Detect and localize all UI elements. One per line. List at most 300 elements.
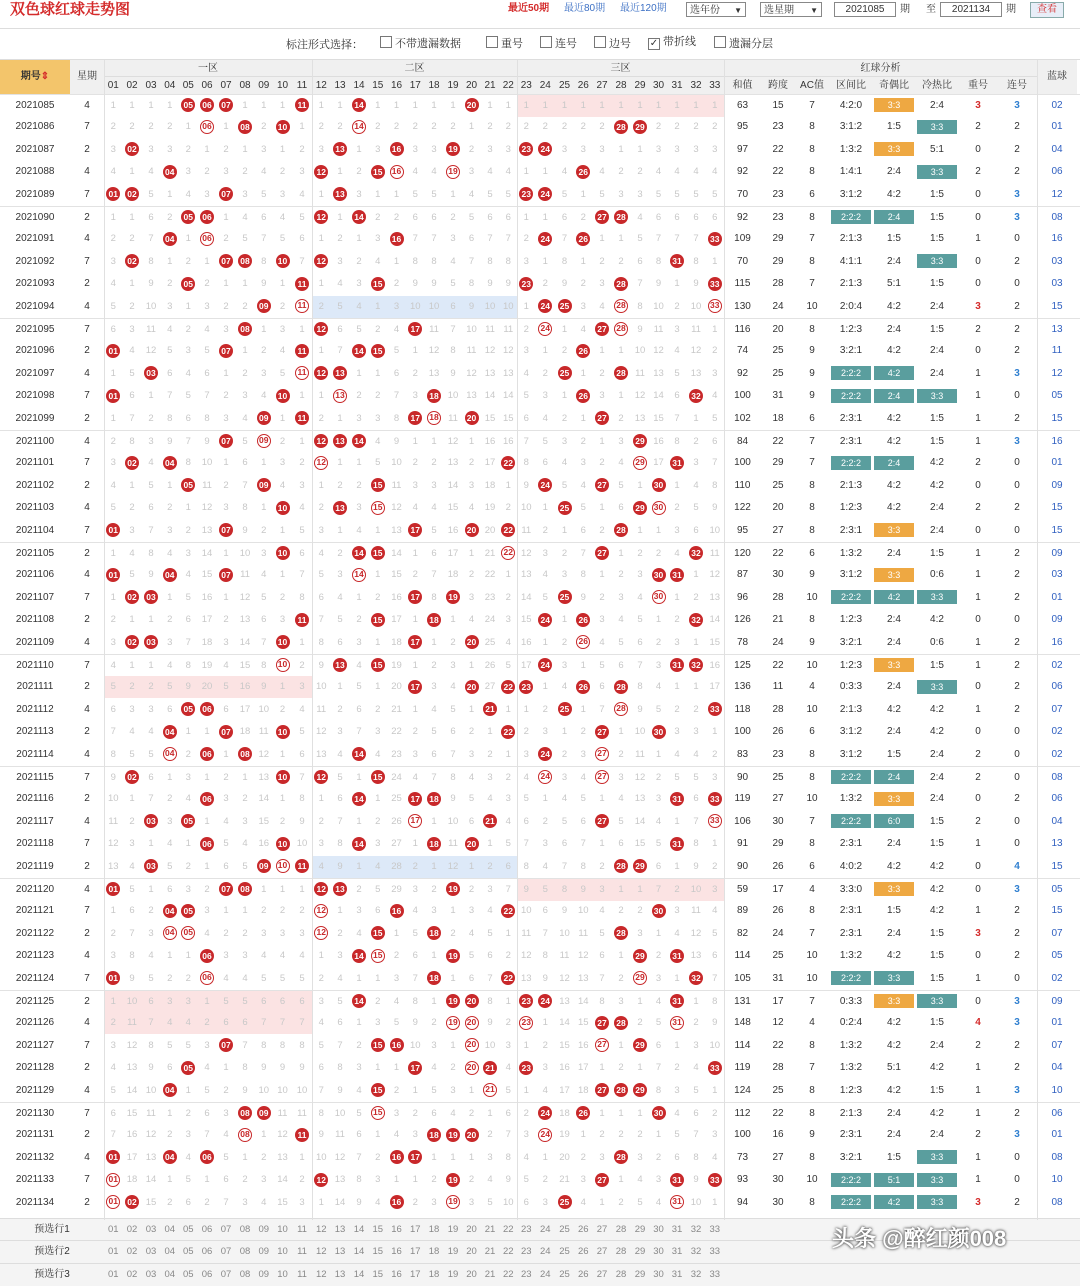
number-cell: 8	[318, 1108, 324, 1119]
preselect-number[interactable]: 15	[372, 1224, 384, 1235]
number-cell: 2	[185, 255, 191, 267]
red-ball: 05	[181, 277, 195, 291]
preselect-number[interactable]: 24	[539, 1268, 551, 1280]
to-issue-input[interactable]: 2021134	[940, 2, 1002, 17]
preselect-number[interactable]: 25	[559, 1246, 570, 1258]
number-cell: 4	[655, 681, 662, 693]
analysis-cell-sum: 91	[736, 838, 749, 850]
analysis-cell-con: 3	[1014, 1084, 1020, 1096]
number-cell: 1	[242, 772, 248, 783]
number-cell: 3	[580, 748, 586, 760]
ratio-badge: 2:2:2	[831, 210, 871, 224]
number-cell	[350, 788, 369, 810]
number-cell: 10	[409, 300, 421, 312]
number-cell: 1	[674, 860, 680, 872]
number-cell: 2	[542, 1039, 548, 1051]
analysis-cell-ac: 7	[809, 1062, 815, 1074]
option-edge[interactable]	[594, 36, 631, 51]
preselect-number[interactable]: 11	[297, 1224, 307, 1235]
number-cell: 5	[505, 660, 511, 671]
number-cell: 2	[204, 1196, 210, 1208]
preselect-number[interactable]: 31	[671, 1268, 683, 1280]
checkbox[interactable]	[594, 36, 606, 48]
number-cell: 1	[468, 1151, 475, 1163]
red-ball: 21	[483, 702, 497, 716]
checkbox[interactable]	[714, 36, 726, 48]
ratio-badge: 2:2:2	[831, 1173, 871, 1187]
preselect-number[interactable]: 33	[709, 1268, 721, 1280]
preselect-number[interactable]: 30	[653, 1224, 664, 1235]
year-select[interactable]	[686, 2, 746, 17]
preselect-number[interactable]: 06	[201, 1246, 213, 1258]
number-cell: 2	[337, 703, 343, 715]
number-cell: 7	[299, 1017, 305, 1029]
checkbox[interactable]	[540, 36, 552, 48]
number-cell: 2	[204, 1017, 210, 1029]
number-cell: 11	[521, 927, 532, 939]
number-cell	[668, 655, 687, 677]
weekday-cell: 7	[84, 255, 90, 267]
preselect-number[interactable]: 03	[145, 1224, 157, 1235]
preselect-number[interactable]: 12	[315, 1268, 327, 1280]
number-cell: 10	[520, 502, 532, 514]
preselect-number[interactable]: 25	[559, 1268, 570, 1280]
preselect-number[interactable]: 03	[145, 1246, 157, 1258]
preselect-number[interactable]: 23	[520, 1246, 532, 1258]
number-cell: 2	[693, 1017, 699, 1029]
number-cell: 3	[655, 660, 662, 671]
analysis-cell-oe: 2:4	[887, 927, 901, 939]
ratio-badge: 3:3	[917, 120, 957, 134]
preselect-number[interactable]: 30	[653, 1268, 664, 1280]
red-ball: 16	[390, 1038, 404, 1052]
issue-cell: 2021126	[15, 1017, 55, 1029]
preselect-number[interactable]: 04	[164, 1268, 176, 1280]
option-consecutive[interactable]	[540, 36, 577, 51]
preselect-number[interactable]: 08	[239, 1268, 251, 1280]
analysis-cell-con: 0	[1014, 390, 1020, 402]
preselect-number[interactable]: 28	[615, 1268, 627, 1280]
preselect-number[interactable]: 23	[520, 1268, 532, 1280]
preselect-number[interactable]: 28	[615, 1246, 627, 1258]
preselect-number[interactable]: 29	[634, 1268, 646, 1280]
preselect-number[interactable]: 21	[484, 1224, 496, 1235]
number-cell: 1	[242, 345, 248, 357]
number-cell: 2	[148, 412, 154, 424]
number-column-header: 11	[292, 77, 312, 94]
analysis-cell-hc: 2:4	[930, 100, 944, 111]
option-polyline[interactable]	[648, 36, 696, 50]
number-column-header: 18	[425, 77, 444, 94]
number-cell: 6	[148, 772, 154, 783]
preselect-number[interactable]: 19	[447, 1268, 459, 1280]
number-cell	[406, 811, 425, 833]
preselect-number[interactable]: 32	[690, 1224, 702, 1235]
blue-ball-cell: 05	[1051, 884, 1063, 895]
preselect-number[interactable]: 28	[615, 1224, 627, 1235]
number-cell	[517, 676, 536, 698]
number-cell: 4	[580, 479, 586, 491]
preselect-number[interactable]: 12	[315, 1246, 327, 1258]
analysis-cell-zone	[829, 968, 873, 990]
red-ball: 14	[352, 837, 366, 851]
red-ball: 21	[483, 1083, 497, 1097]
preselect-number[interactable]: 08	[239, 1224, 251, 1235]
preselect-number[interactable]: 13	[334, 1268, 346, 1280]
number-cell: 1	[129, 212, 135, 223]
number-cell: 1	[110, 591, 116, 603]
ratio-badge: 4:2	[874, 1195, 914, 1209]
analysis-cell-sum: 105	[734, 972, 751, 984]
number-cell: 2	[242, 1174, 248, 1186]
preselect-number[interactable]: 27	[596, 1246, 608, 1258]
preselect-number[interactable]: 05	[182, 1224, 194, 1235]
red-ball: 24	[538, 142, 552, 156]
weekday-cell: 2	[84, 681, 90, 693]
number-cell	[312, 923, 331, 945]
preselect-number[interactable]: 02	[126, 1268, 138, 1280]
number-cell: 15	[277, 1196, 288, 1208]
number-cell: 3	[223, 1108, 229, 1119]
preselect-number[interactable]: 15	[372, 1246, 384, 1258]
number-column-header: 24	[536, 77, 556, 94]
number-cell: 8	[261, 660, 267, 671]
weekday-cell: 7	[84, 772, 90, 783]
preselect-number[interactable]: 22	[502, 1268, 514, 1280]
preselect-number[interactable]: 26	[577, 1224, 589, 1235]
number-cell: 1	[431, 950, 437, 962]
number-cell	[179, 1057, 198, 1079]
number-cell: 10	[577, 905, 589, 917]
number-cell: 14	[520, 591, 532, 603]
preselect-number[interactable]: 23	[520, 1224, 532, 1235]
number-cell: 4	[129, 548, 135, 559]
number-cell: 6	[318, 591, 324, 603]
preselect-number[interactable]: 11	[297, 1268, 307, 1280]
preselect-number[interactable]: 32	[690, 1246, 702, 1258]
preselect-number[interactable]: 13	[334, 1224, 346, 1235]
number-cell: 11	[297, 1108, 307, 1119]
analysis-cell-span: 26	[772, 726, 784, 738]
preselect-number[interactable]: 05	[182, 1268, 194, 1280]
blue-ball-cell: 05	[1051, 950, 1063, 962]
preselect-number[interactable]: 22	[502, 1224, 514, 1235]
preselect-number[interactable]: 15	[372, 1268, 384, 1280]
preselect-number[interactable]: 16	[391, 1246, 402, 1258]
number-cell: 8	[431, 591, 437, 603]
analysis-cell-rep: 0	[975, 188, 981, 200]
number-cell: 1	[375, 793, 381, 805]
preselect-number[interactable]: 02	[126, 1224, 138, 1235]
preselect-number[interactable]: 06	[201, 1268, 213, 1280]
number-cell: 2	[204, 884, 210, 895]
preselect-number[interactable]: 20	[466, 1268, 477, 1280]
number-cell: 6	[618, 660, 624, 671]
number-cell	[179, 900, 198, 922]
range-80-link[interactable]: 最近80期	[564, 3, 606, 14]
preselect-number[interactable]: 08	[239, 1246, 251, 1258]
preselect-number[interactable]: 09	[258, 1268, 270, 1280]
number-cell: 7	[431, 569, 437, 581]
ratio-badge: 5:1	[874, 1173, 914, 1187]
analysis-cell-zone: 3:1:2	[839, 569, 863, 581]
analysis-cell-rep: 2	[975, 815, 981, 827]
number-cell: 8	[110, 748, 116, 760]
number-cell: 5	[655, 703, 662, 715]
preselect-number[interactable]: 05	[182, 1246, 194, 1258]
number-cell: 10	[634, 345, 646, 357]
preselect-number[interactable]: 07	[220, 1224, 232, 1235]
preselect-number[interactable]: 31	[671, 1224, 683, 1235]
number-cell: 5	[505, 838, 511, 850]
number-cell	[668, 1012, 687, 1034]
preselect-number[interactable]: 18	[428, 1224, 440, 1235]
preselect-number[interactable]: 16	[391, 1268, 402, 1280]
number-cell	[217, 431, 236, 453]
preselect-number[interactable]: 09	[258, 1246, 270, 1258]
number-cell: 8	[505, 255, 511, 267]
number-cell: 3	[299, 166, 305, 178]
preselect-number[interactable]: 20	[466, 1246, 477, 1258]
preselect-number[interactable]: 10	[277, 1268, 288, 1280]
analysis-cell-hc	[915, 116, 959, 138]
number-cell: 13	[690, 950, 702, 962]
checkbox[interactable]	[486, 36, 498, 48]
red-ball: 10	[276, 837, 290, 851]
number-cell: 3	[580, 457, 586, 469]
number-cell: 8	[299, 591, 305, 603]
red-ball: 08	[238, 120, 252, 134]
view-button[interactable]: 查看	[1030, 2, 1064, 18]
weekday-select[interactable]	[760, 2, 822, 17]
number-cell	[631, 856, 650, 878]
number-cell: 2	[375, 1151, 381, 1163]
preselect-number[interactable]: 17	[409, 1246, 421, 1258]
range-120-link[interactable]: 最近120期	[620, 3, 667, 14]
option-layer[interactable]	[714, 36, 773, 51]
preselect-number[interactable]: 10	[277, 1224, 288, 1235]
number-cell: 1	[618, 1039, 624, 1051]
option-repeat[interactable]	[486, 36, 523, 51]
number-cell: 4	[167, 1017, 173, 1029]
checkbox[interactable]	[380, 36, 392, 48]
ratio-badge: 2:2:2	[831, 590, 871, 604]
number-cell: 2	[431, 660, 437, 671]
number-cell: 3	[242, 1196, 248, 1208]
number-cell: 12	[634, 772, 646, 783]
preselect-number[interactable]: 01	[107, 1246, 119, 1258]
number-cell: 2	[618, 1129, 624, 1141]
number-cell	[161, 721, 180, 743]
divider	[724, 60, 725, 1220]
preselect-number[interactable]: 21	[484, 1268, 496, 1280]
red-ball: 31	[670, 456, 684, 470]
preselect-number[interactable]: 18	[428, 1268, 440, 1280]
preselect-number[interactable]: 16	[391, 1224, 402, 1235]
preselect-number[interactable]: 21	[484, 1246, 496, 1258]
preselect-number[interactable]: 25	[559, 1224, 570, 1235]
analysis-cell-oe: 2:4	[887, 1129, 901, 1141]
analysis-cell-rep: 2	[975, 772, 981, 783]
number-cell: 1	[712, 1084, 718, 1096]
red-ball: 04	[163, 904, 177, 918]
number-cell: 5	[242, 860, 248, 872]
preselect-number[interactable]: 22	[502, 1246, 514, 1258]
number-cell: 9	[505, 278, 511, 290]
number-cell: 3	[450, 233, 456, 245]
preselect-number[interactable]: 20	[466, 1224, 477, 1235]
preselect-number[interactable]: 03	[145, 1268, 157, 1280]
number-cell: 2	[674, 884, 680, 895]
number-cell: 3	[337, 726, 343, 738]
number-cell: 6	[450, 726, 456, 738]
number-cell: 10	[502, 1196, 514, 1208]
number-cell: 1	[167, 100, 173, 111]
red-ball: 28	[614, 523, 628, 537]
preselect-number[interactable]: 30	[653, 1246, 664, 1258]
number-cell: 1	[618, 233, 624, 245]
preselect-number[interactable]: 33	[709, 1224, 721, 1235]
preselect-number[interactable]: 19	[447, 1246, 459, 1258]
number-cell	[444, 1124, 463, 1146]
option-text: 边号	[609, 38, 631, 50]
preselect-number[interactable]: 27	[596, 1224, 608, 1235]
red-ball: 20	[465, 1128, 479, 1142]
red-ball: 17	[408, 590, 422, 604]
preselect-number[interactable]: 27	[596, 1268, 608, 1280]
number-cell	[631, 968, 650, 990]
red-ball: 06	[200, 971, 214, 985]
number-cell: 6	[261, 996, 267, 1007]
number-cell: 7	[561, 233, 568, 245]
checkbox-checked[interactable]: ✓	[649, 38, 659, 49]
number-cell	[631, 116, 650, 138]
number-cell: 1	[618, 100, 624, 111]
preselect-number[interactable]: 32	[690, 1268, 702, 1280]
analysis-cell-span: 29	[772, 838, 784, 850]
preselect-number[interactable]: 26	[577, 1268, 589, 1280]
number-cell: 4	[693, 748, 699, 760]
preselect-number[interactable]: 29	[634, 1224, 646, 1235]
number-cell: 4	[110, 660, 116, 671]
preselect-number[interactable]: 29	[634, 1246, 646, 1258]
preselect-row[interactable]	[0, 1263, 1080, 1286]
preselect-number[interactable]: 17	[409, 1268, 421, 1280]
number-cell: 1	[375, 188, 381, 200]
preselect-number[interactable]: 14	[353, 1268, 365, 1280]
preselect-number[interactable]: 18	[428, 1246, 440, 1258]
zone3-header: 三区	[517, 60, 724, 77]
preselect-number[interactable]: 24	[539, 1224, 551, 1235]
weekday-cell: 4	[84, 1151, 90, 1163]
red-ball: 19	[446, 1016, 460, 1030]
from-issue-input[interactable]: 2021085	[834, 2, 896, 17]
preselect-number[interactable]: 01	[107, 1224, 119, 1235]
number-cell: 5	[674, 367, 680, 379]
number-cell	[292, 856, 312, 878]
number-cell: 4	[431, 166, 437, 178]
preselect-number[interactable]: 12	[315, 1224, 327, 1235]
blue-ball-cell: 15	[1051, 300, 1063, 312]
analysis-cell-con: 0	[1014, 748, 1020, 760]
preselect-number[interactable]: 09	[258, 1224, 270, 1235]
number-cell: 2	[110, 927, 116, 939]
number-cell: 14	[653, 390, 664, 402]
number-cell: 4	[261, 1196, 267, 1208]
number-cell: 9	[337, 1084, 343, 1096]
number-cell: 1	[375, 300, 381, 312]
preselect-number[interactable]: 33	[709, 1246, 721, 1258]
number-cell: 6	[505, 212, 511, 223]
number-cell: 9	[167, 436, 173, 447]
red-ball: 08	[238, 1106, 252, 1120]
red-ball: 22	[501, 546, 515, 560]
number-cell: 2	[655, 636, 662, 648]
preselect-number[interactable]: 13	[334, 1246, 346, 1258]
number-cell: 13	[520, 972, 532, 984]
number-cell: 2	[637, 905, 643, 917]
preselect-number[interactable]: 06	[201, 1224, 213, 1235]
option-no-missing[interactable]	[380, 36, 461, 51]
issue-column-header[interactable]	[0, 60, 70, 94]
preselect-number[interactable]: 07	[220, 1246, 232, 1258]
preselect-number[interactable]: 17	[409, 1224, 421, 1235]
preselect-number[interactable]: 31	[671, 1246, 683, 1258]
number-cell: 13	[428, 367, 440, 379]
number-cell: 3	[110, 255, 116, 267]
analysis-cell-oe: 4:2	[887, 345, 901, 357]
number-cell	[312, 251, 331, 273]
preselect-number[interactable]: 26	[577, 1246, 589, 1258]
preselect-number[interactable]: 10	[277, 1246, 288, 1258]
number-cell: 11	[691, 324, 701, 335]
number-cell	[406, 1147, 425, 1169]
preselect-number[interactable]: 02	[126, 1246, 138, 1258]
preselect-number[interactable]: 14	[353, 1224, 365, 1235]
preselect-number[interactable]: 19	[447, 1224, 459, 1235]
red-ball: 01	[106, 882, 120, 896]
preselect-number[interactable]: 01	[107, 1268, 119, 1280]
number-cell: 1	[185, 121, 191, 133]
red-ball: 01	[106, 1173, 120, 1187]
number-cell: 4	[655, 1196, 662, 1208]
red-ball: 33	[708, 299, 722, 313]
preselect-number[interactable]: 24	[539, 1246, 551, 1258]
number-cell	[292, 95, 312, 117]
range-50-link[interactable]: 最近50期	[508, 3, 550, 14]
number-cell: 5	[431, 524, 437, 536]
preselect-number[interactable]: 07	[220, 1268, 232, 1280]
analysis-cell-span: 27	[772, 1151, 784, 1163]
number-cell: 2	[129, 300, 135, 312]
preselect-number[interactable]: 04	[164, 1246, 176, 1258]
number-cell	[331, 385, 350, 407]
preselect-number[interactable]: 04	[164, 1224, 176, 1235]
preselect-number[interactable]: 14	[353, 1246, 365, 1258]
red-ball: 01	[106, 187, 120, 201]
number-cell: 4	[637, 1174, 643, 1186]
weekday-cell: 7	[84, 1039, 90, 1051]
red-ball: 03	[144, 590, 158, 604]
number-cell: 3	[561, 436, 568, 447]
number-cell: 2	[242, 793, 248, 805]
number-cell	[369, 923, 388, 945]
number-cell	[574, 228, 593, 250]
analysis-cell-span: 26	[772, 905, 784, 917]
number-cell: 3	[223, 166, 229, 178]
preselect-number[interactable]: 11	[297, 1246, 307, 1258]
number-cell	[706, 699, 725, 721]
